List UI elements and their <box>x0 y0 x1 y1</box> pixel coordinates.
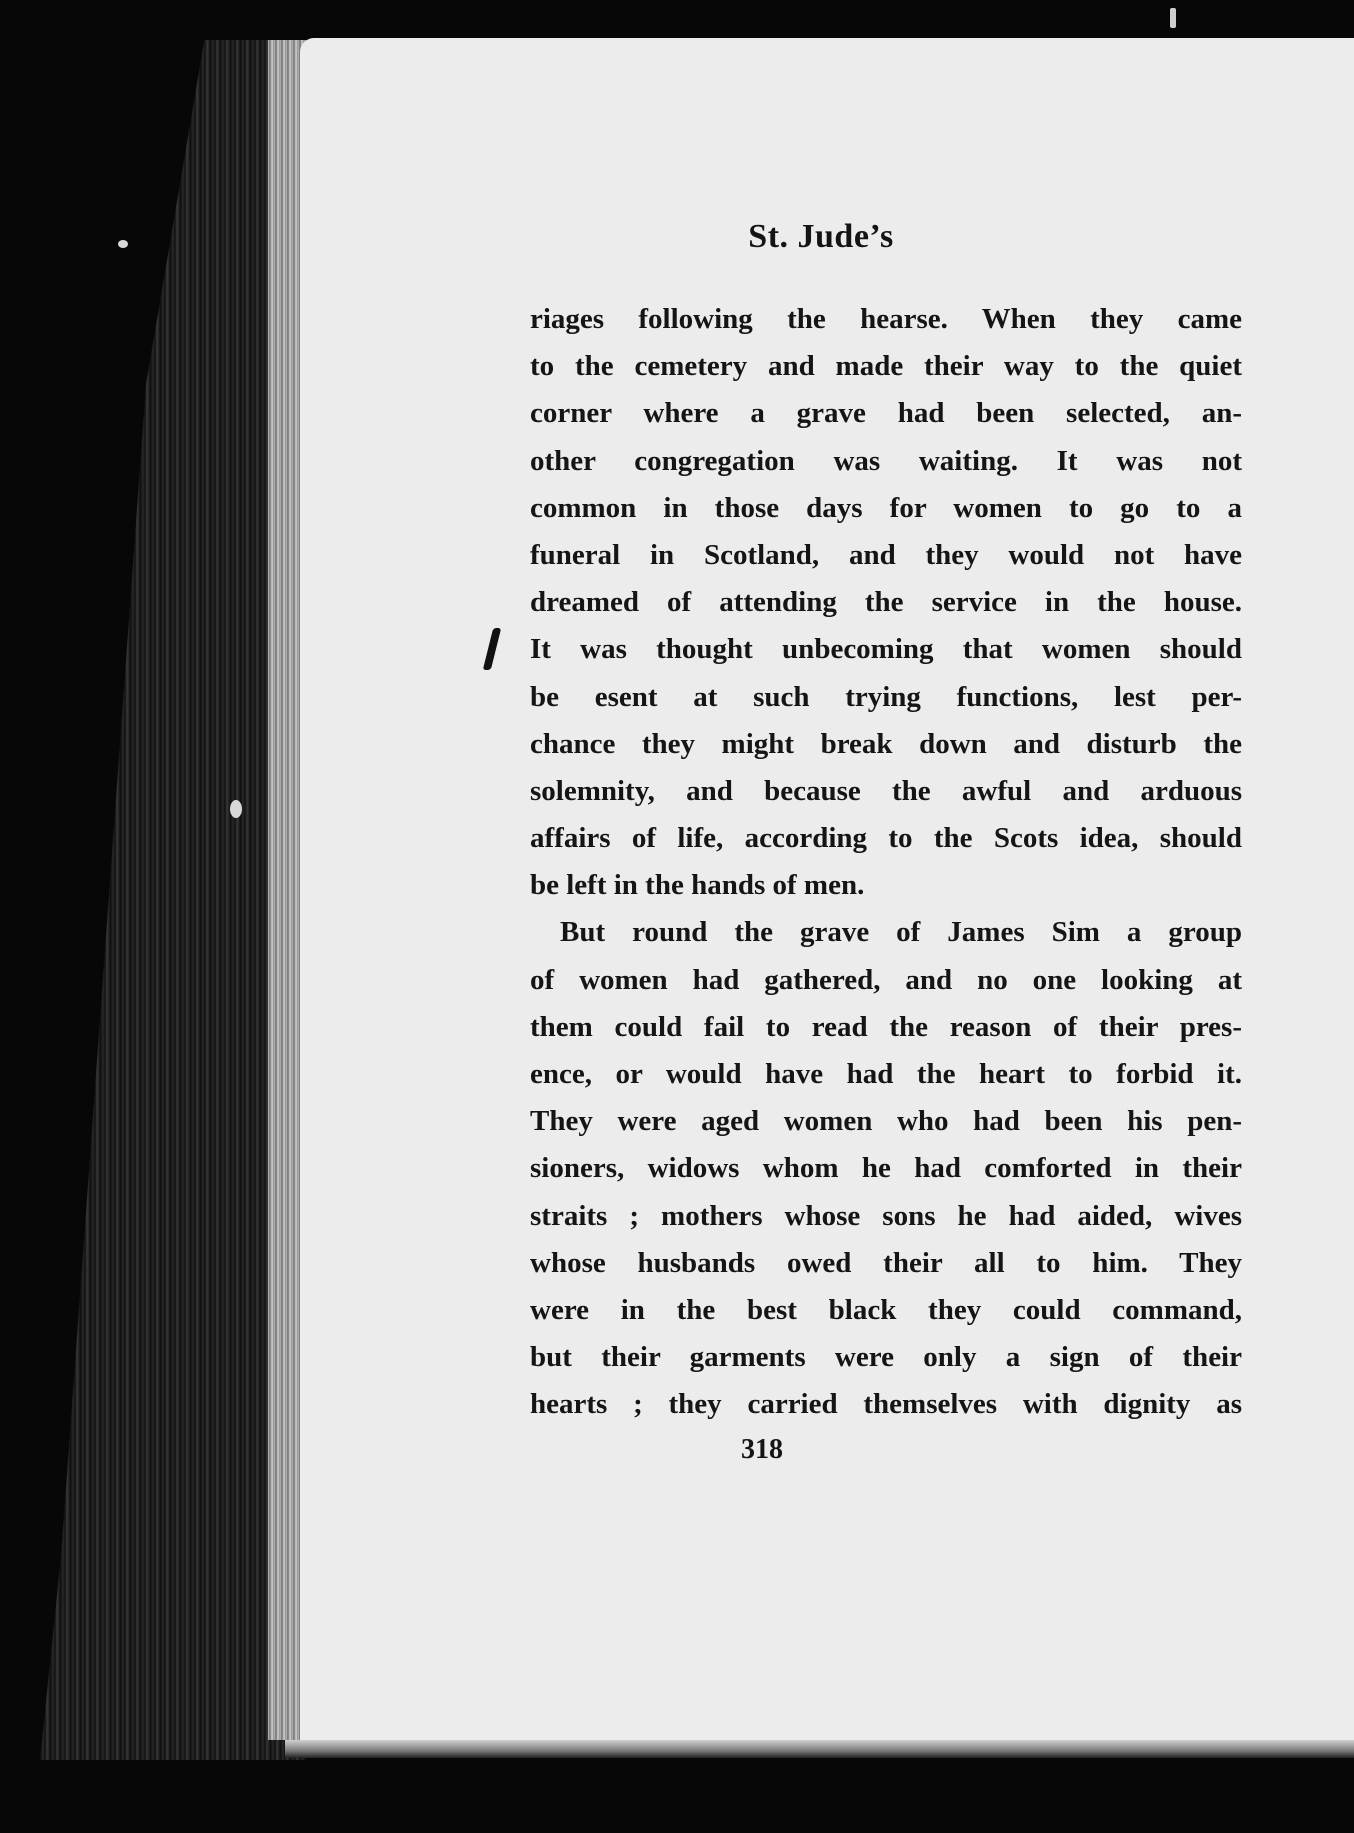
text-line: solemnity, and because the awful and arduous <box>530 774 1242 807</box>
text-line: corner where a grave had been selected, an- <box>530 397 1242 430</box>
text-line: whose husbands owed their all to him. They <box>530 1246 1242 1279</box>
page-number <box>300 1434 1354 1466</box>
text-line: other congregation was waiting. It was not <box>530 444 1242 477</box>
page-bottom-edge <box>285 1740 1354 1758</box>
text-line: to the cemetery and made their way to the quiet <box>530 350 1242 383</box>
running-head <box>300 218 1354 256</box>
text-line: of women had gathered, and no one looking at <box>530 963 1242 996</box>
text-line: It was thought unbecoming that women should <box>530 633 1242 666</box>
text-line: But round the grave of James Sim a group <box>560 916 1242 949</box>
page-number-text: 318 <box>741 1434 783 1465</box>
scan-speck <box>118 240 128 248</box>
running-head-text: St. Jude’s <box>748 218 894 255</box>
text-line: riages following the hearse. When they came <box>530 303 1242 335</box>
book-page-edges <box>40 40 305 1760</box>
scan-speck <box>230 800 242 818</box>
text-line: dreamed of attending the service in the house. <box>530 586 1242 619</box>
body-text <box>530 296 1242 1429</box>
text-line: were in the best black they could command, <box>530 1293 1242 1326</box>
text-line: affairs of life, according to the Scots idea, should <box>530 822 1242 855</box>
text-line: funeral in Scotland, and they would not have <box>530 538 1242 571</box>
text-line: They were aged women who had been his pen- <box>530 1105 1242 1138</box>
text-line: hearts ; they carried themselves with dignity as <box>530 1388 1242 1421</box>
text-line: common in those days for women to go to a <box>530 491 1242 524</box>
text-line: be esent at such trying functions, lest per- <box>530 680 1242 713</box>
scan-artifact <box>1170 8 1176 28</box>
text-line: ence, or would have had the heart to forbid it. <box>530 1058 1242 1090</box>
text-line: sioners, widows whom he had comforted in their <box>530 1152 1242 1185</box>
text-line: straits ; mothers whose sons he had aided, wives <box>530 1199 1242 1232</box>
text-line: but their garments were only a sign of their <box>530 1341 1242 1374</box>
text-line: chance they might break down and disturb the <box>530 727 1242 760</box>
text-line: be left in the hands of men. <box>530 869 865 902</box>
text-line: them could fail to read the reason of their pres- <box>530 1010 1242 1043</box>
